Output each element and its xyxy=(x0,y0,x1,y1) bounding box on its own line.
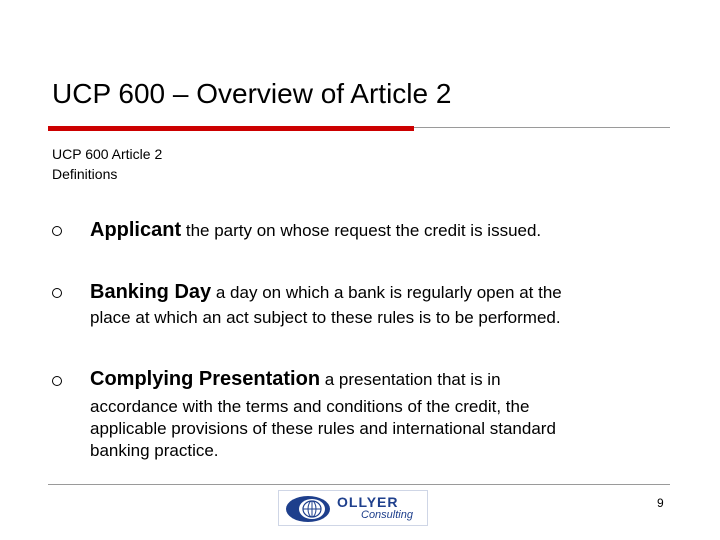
logo-text-main: OLLYER xyxy=(337,494,399,510)
subheading-article: UCP 600 Article 2 xyxy=(52,146,163,162)
page-number: 9 xyxy=(657,496,664,510)
company-logo xyxy=(278,490,428,526)
definition-applicant xyxy=(90,219,541,242)
definition-continuation: place at which an act subject to these rules is to be performed. xyxy=(90,308,561,327)
definition-continuation: accordance with the terms and conditions of the credit, the xyxy=(90,397,530,416)
term-applicant: Applicant xyxy=(90,219,182,241)
title-rule-accent xyxy=(48,126,414,131)
definition-complying-presentation xyxy=(90,368,501,391)
title-rule-line xyxy=(414,127,670,128)
bullet-icon xyxy=(52,376,62,386)
definition-text: the party on whose request the credit is issued. xyxy=(181,221,542,240)
globe-icon xyxy=(283,494,333,524)
footer-rule xyxy=(48,484,670,485)
bullet-icon xyxy=(52,226,62,236)
term-banking-day: Banking Day xyxy=(90,281,212,303)
definition-continuation: banking practice. xyxy=(90,441,219,460)
definition-continuation: applicable provisions of these rules and international standard xyxy=(90,419,556,438)
definition-text: a presentation that is in xyxy=(320,370,501,389)
logo-text-sub: Consulting xyxy=(361,509,413,521)
definition-text: a day on which a bank is regularly open at the xyxy=(211,283,562,302)
slide-title: UCP 600 – Overview of Article 2 xyxy=(52,78,452,109)
bullet-icon xyxy=(52,288,62,298)
subheading-definitions: Definitions xyxy=(52,166,118,182)
term-complying-presentation: Complying Presentation xyxy=(90,368,321,390)
definition-banking-day xyxy=(90,281,562,304)
